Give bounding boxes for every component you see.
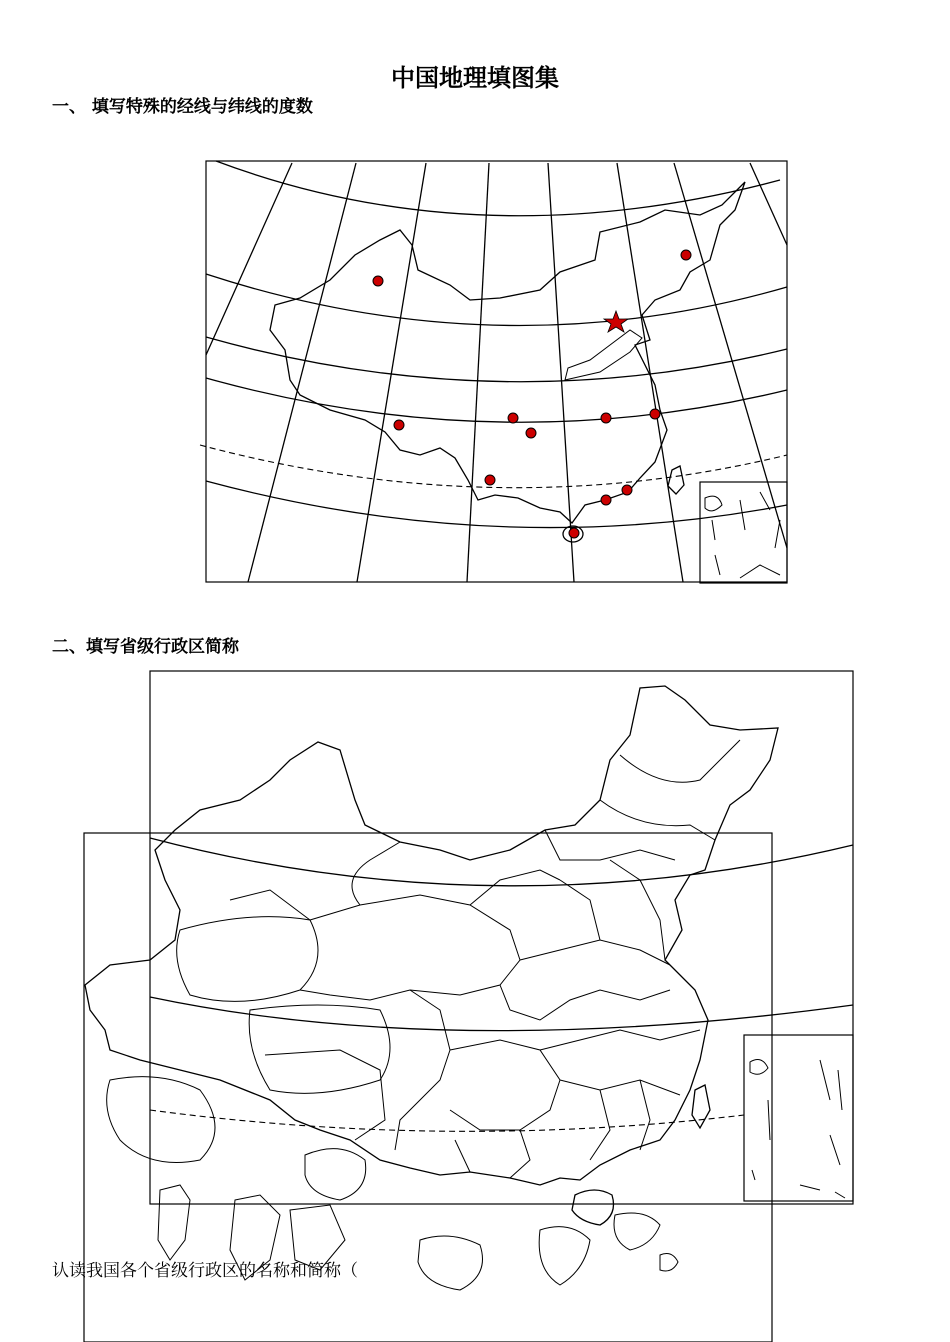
city-marker: [569, 528, 579, 538]
city-marker: [526, 428, 536, 438]
map1-graticule: [200, 161, 787, 583]
map2-frame-upper: [150, 671, 853, 1204]
map1-taiwan-island: [668, 466, 684, 494]
map1-parallels: [200, 161, 787, 528]
city-marker: [601, 495, 611, 505]
map1-china-outline: [270, 182, 745, 523]
page-title: 中国地理填图集: [391, 64, 559, 92]
map2-hainan-island: [572, 1190, 614, 1225]
capital-star-icon: [604, 311, 628, 332]
map2-parallel: [150, 838, 853, 886]
map2-china-outline: [85, 686, 778, 1185]
city-marker: [681, 250, 691, 260]
city-marker: [394, 420, 404, 430]
map2-inset-islands: [750, 1060, 845, 1198]
map1-south-sea-inset: [700, 482, 787, 583]
city-marker: [650, 409, 660, 419]
city-marker: [485, 475, 495, 485]
section1-heading: 一、 填写特殊的经线与纬线的度数: [52, 97, 313, 117]
map1-inset-islands: [705, 492, 780, 578]
map2-taiwan-island: [692, 1085, 710, 1128]
city-marker: [622, 485, 632, 495]
map1-city-markers: [373, 250, 691, 538]
city-marker: [601, 413, 611, 423]
map2-provinces: [84, 671, 853, 1342]
map2-province-boundaries: [177, 740, 740, 1178]
city-marker: [508, 413, 518, 423]
city-marker: [373, 276, 383, 286]
caption-text: 认读我国各个省级行政区的名称和简称（: [52, 1261, 358, 1281]
map2-parallel: [150, 997, 853, 1031]
map2-tropic-line: [150, 1110, 744, 1131]
section2-heading: 二、填写省级行政区简称: [52, 637, 239, 657]
map1-coast-detail: [565, 330, 642, 380]
